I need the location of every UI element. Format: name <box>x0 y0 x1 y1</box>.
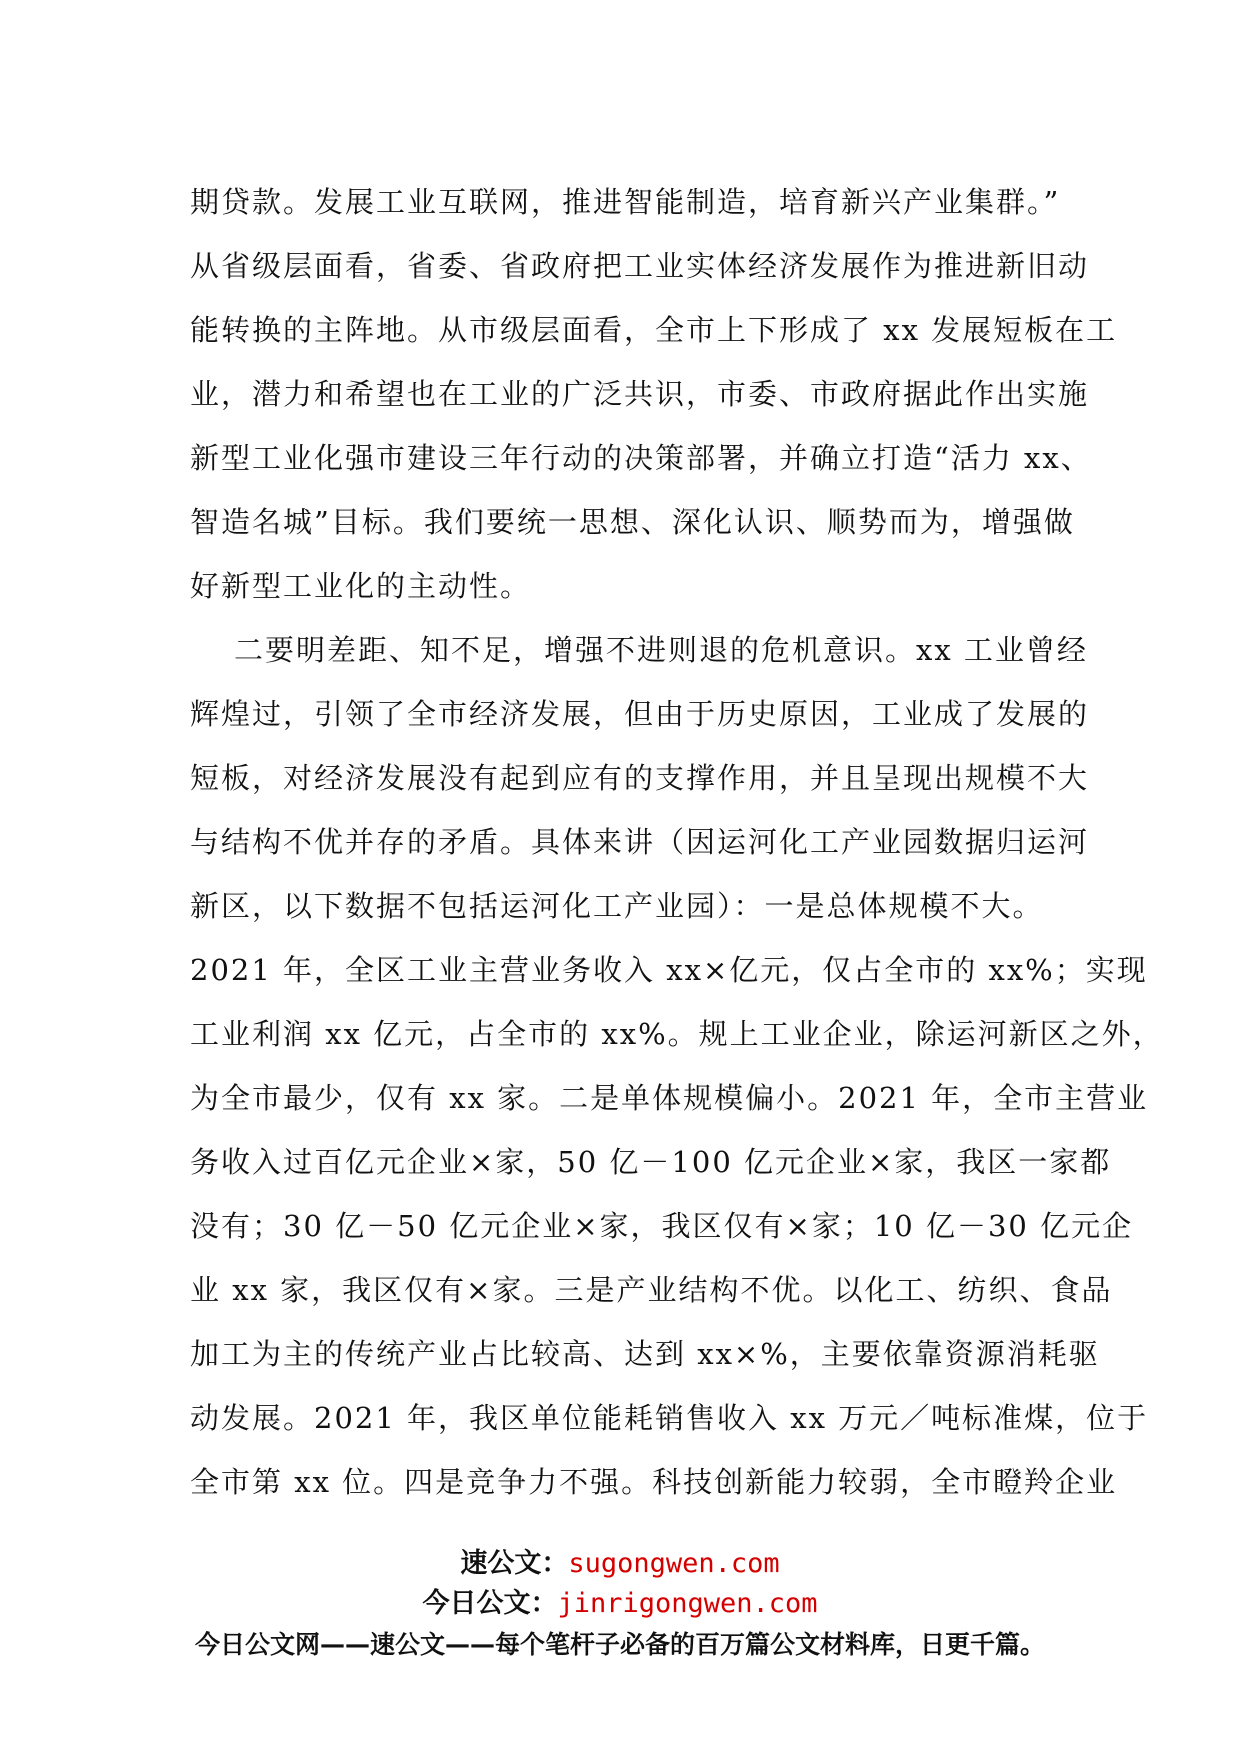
body-line: 新区，以下数据不包括运河化工产业园）：一是总体规模不大。 <box>190 889 1044 923</box>
body-line: 智造名城”目标。我们要统一思想、深化认识、顺势而为，增强做 <box>190 505 1075 539</box>
body-line: 工业利润 xx 亿元，占全市的 xx%。规上工业企业，除运河新区之外， <box>190 1017 1164 1051</box>
body-line: 动发展。2021 年，我区单位能耗销售收入 xx 万元／吨标准煤，位于 <box>190 1401 1149 1435</box>
body-line: 务收入过百亿元企业×家，50 亿－100 亿元企业×家，我区一家都 <box>190 1145 1112 1179</box>
footer-jinrigongwen <box>0 1586 1240 1622</box>
body-line: 新型工业化强市建设三年行动的决策部署，并确立打造“活力 xx、 <box>190 441 1092 475</box>
body-line: 业 xx 家，我区仅有×家。三是产业结构不优。以化工、纺织、食品 <box>190 1273 1113 1307</box>
body-line: 2021 年，全区工业主营业务收入 xx×亿元，仅占全市的 xx%；实现 <box>190 953 1148 987</box>
body-line: 为全市最少，仅有 xx 家。二是单体规模偏小。2021 年，全市主营业 <box>190 1081 1149 1115</box>
footer-sugongwen-label: 速公文： <box>460 1548 569 1579</box>
footer-sugongwen <box>0 1546 1240 1582</box>
body-line: 好新型工业化的主动性。 <box>190 569 532 603</box>
body-line: 加工为主的传统产业占比较高、达到 xx×%，主要依靠资源消耗驱 <box>190 1337 1100 1371</box>
body-line: 从省级层面看，省委、省政府把工业实体经济发展作为推进新旧动 <box>190 249 1090 283</box>
paragraph-start-line: 二要明差距、知不足，增强不进则退的危机意识。xx 工业曾经 <box>234 633 1088 667</box>
body-line: 与结构不优并存的矛盾。具体来讲（因运河化工产业园数据归运河 <box>190 825 1090 859</box>
footer-jinrigongwen-label: 今日公文： <box>422 1588 558 1619</box>
body-line: 短板，对经济发展没有起到应有的支撑作用，并且呈现出规模不大 <box>190 761 1090 795</box>
footer-slogan: 今日公文网——速公文——每个笔杆子必备的百万篇公文材料库，日更千篇。 <box>194 1630 1045 1659</box>
body-line: 全市第 xx 位。四是竞争力不强。科技创新能力较弱，全市瞪羚企业 <box>190 1465 1118 1499</box>
body-line: 期贷款。发展工业互联网，推进智能制造，培育新兴产业集群。” <box>190 185 1061 219</box>
footer-sugongwen-link[interactable]: sugongwen.com <box>568 1548 780 1579</box>
footer-jinrigongwen-link[interactable]: jinrigongwen.com <box>557 1588 818 1619</box>
body-line: 能转换的主阵地。从市级层面看，全市上下形成了 xx 发展短板在工 <box>190 313 1118 347</box>
body-line: 没有；30 亿－50 亿元企业×家，我区仅有×家；10 亿－30 亿元企 <box>190 1209 1134 1243</box>
body-line: 业，潜力和希望也在工业的广泛共识，市委、市政府据此作出实施 <box>190 377 1090 411</box>
document-body <box>190 170 1164 1514</box>
body-line: 辉煌过，引领了全市经济发展，但由于历史原因，工业成了发展的 <box>190 697 1090 731</box>
